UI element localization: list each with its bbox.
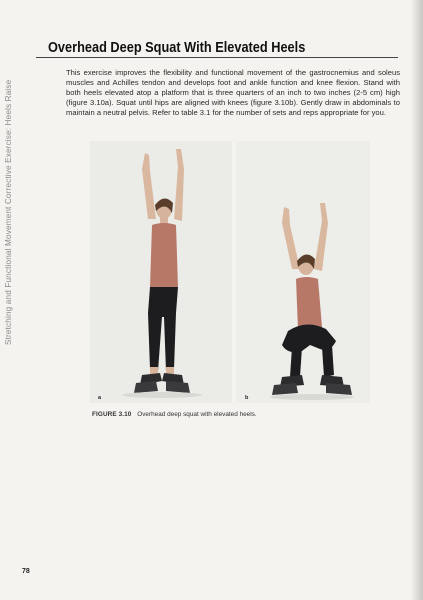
page-edge-shadow bbox=[411, 0, 423, 600]
figure-caption bbox=[92, 411, 257, 418]
running-head: Stretching and Functional Movement Corrective Exercise: Heels Raise bbox=[4, 79, 13, 345]
photo-label-a: a bbox=[98, 395, 102, 401]
photo-standing-position bbox=[90, 141, 232, 403]
title-rule bbox=[36, 57, 398, 58]
page-number: 78 bbox=[22, 568, 30, 575]
exercise-description: This exercise improves the flexibility and functional movement of the gastrocnemius and soleus muscles and Achilles tendon and develops foot and ankle function and knee flexion. Stand with both heels elevated atop a platform that is three quarters of an inch to two inches (2-5 cm) high (figure 3.10a). Squat until hips are aligned with knees (figure 3.10b). Gently draw in abdominals to maintain a neutral pelvis. Refer to table 3.1 for the number of sets and reps appropriate for you. bbox=[66, 68, 400, 118]
photo-label-b: b bbox=[245, 395, 249, 401]
exercise-title: Overhead Deep Squat With Elevated Heels bbox=[48, 40, 306, 56]
photo-squat-position bbox=[236, 141, 370, 403]
figure-number: FIGURE 3.10 bbox=[92, 411, 132, 418]
figure-caption-text: Overhead deep squat with elevated heels. bbox=[137, 411, 257, 418]
